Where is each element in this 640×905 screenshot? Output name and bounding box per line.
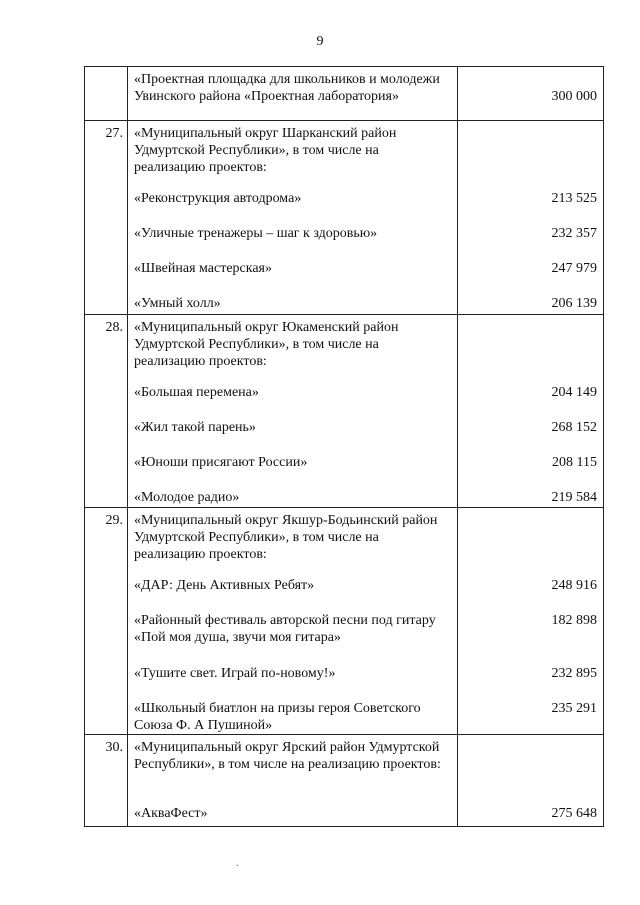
project-amount: 206 139 [551,296,597,311]
table-row [85,507,603,734]
district-header: «Муниципальный округ Якшур-Бодьинский район Удмуртской Республики», в том числе на реализацию проектов: [134,513,438,562]
table-row [85,66,603,120]
project-name: «Молодое радио» [134,490,240,505]
row-number: 29. [105,513,123,528]
project-amount: 182 898 [551,613,597,628]
project-amount: 232 895 [551,666,597,681]
project-amount: 232 357 [551,226,597,241]
district-header: «Муниципальный округ Шарканский район Удмуртской Республики», в том числе на реализацию проектов: [134,126,397,175]
project-amount: 204 149 [551,385,597,400]
project-name: «Юноши присягают России» [134,455,308,470]
project-name: «Реконструкция автодрома» [134,191,302,206]
project-amount: 213 525 [551,191,597,206]
project-amount: 248 916 [551,578,597,593]
row-number: 30. [105,740,123,755]
project-name: «Тушите свет. Играй по-новому!» [134,666,336,681]
project-name: «Жил такой парень» [134,420,256,435]
project-amount: 208 115 [552,455,597,470]
project-name: «Умный холл» [134,296,221,311]
project-amount: 275 648 [551,806,597,821]
project-amount: 300 000 [551,89,597,104]
project-name: «Швейная мастерская» [134,261,272,276]
table-row [85,120,603,314]
row-number: 27. [105,126,123,141]
scan-speck: . [236,858,239,869]
project-amount: 268 152 [551,420,597,435]
table-row [85,734,603,826]
project-name: «Школьный биатлон на призы героя Советского Союза Ф. А Пушиной» [134,701,421,733]
project-amount: 235 291 [551,701,597,716]
page-number: 9 [316,34,324,49]
project-name: «АкваФест» [134,806,208,821]
table-row [85,314,603,507]
project-amount: 247 979 [551,261,597,276]
row-number: 28. [105,320,123,335]
project-amount: 219 584 [551,490,597,505]
project-name: «Уличные тренажеры – шаг к здоровью» [134,226,378,241]
funding-table [84,66,604,827]
project-name: «Районный фестиваль авторской песни под гитару «Пой моя душа, звучи моя гитара» [134,613,436,645]
project-name: «Проектная площадка для школьников и молодежи Увинского района «Проектная лаборатория» [134,72,440,104]
project-name: «ДАР: День Активных Ребят» [134,578,315,593]
district-header: «Муниципальный округ Юкаменский район Удмуртской Республики», в том числе на реализацию проектов: [134,320,399,369]
project-name: «Большая перемена» [134,385,259,400]
district-header: «Муниципальный округ Ярский район Удмуртской Республики», в том числе на реализацию проектов: [134,740,441,772]
